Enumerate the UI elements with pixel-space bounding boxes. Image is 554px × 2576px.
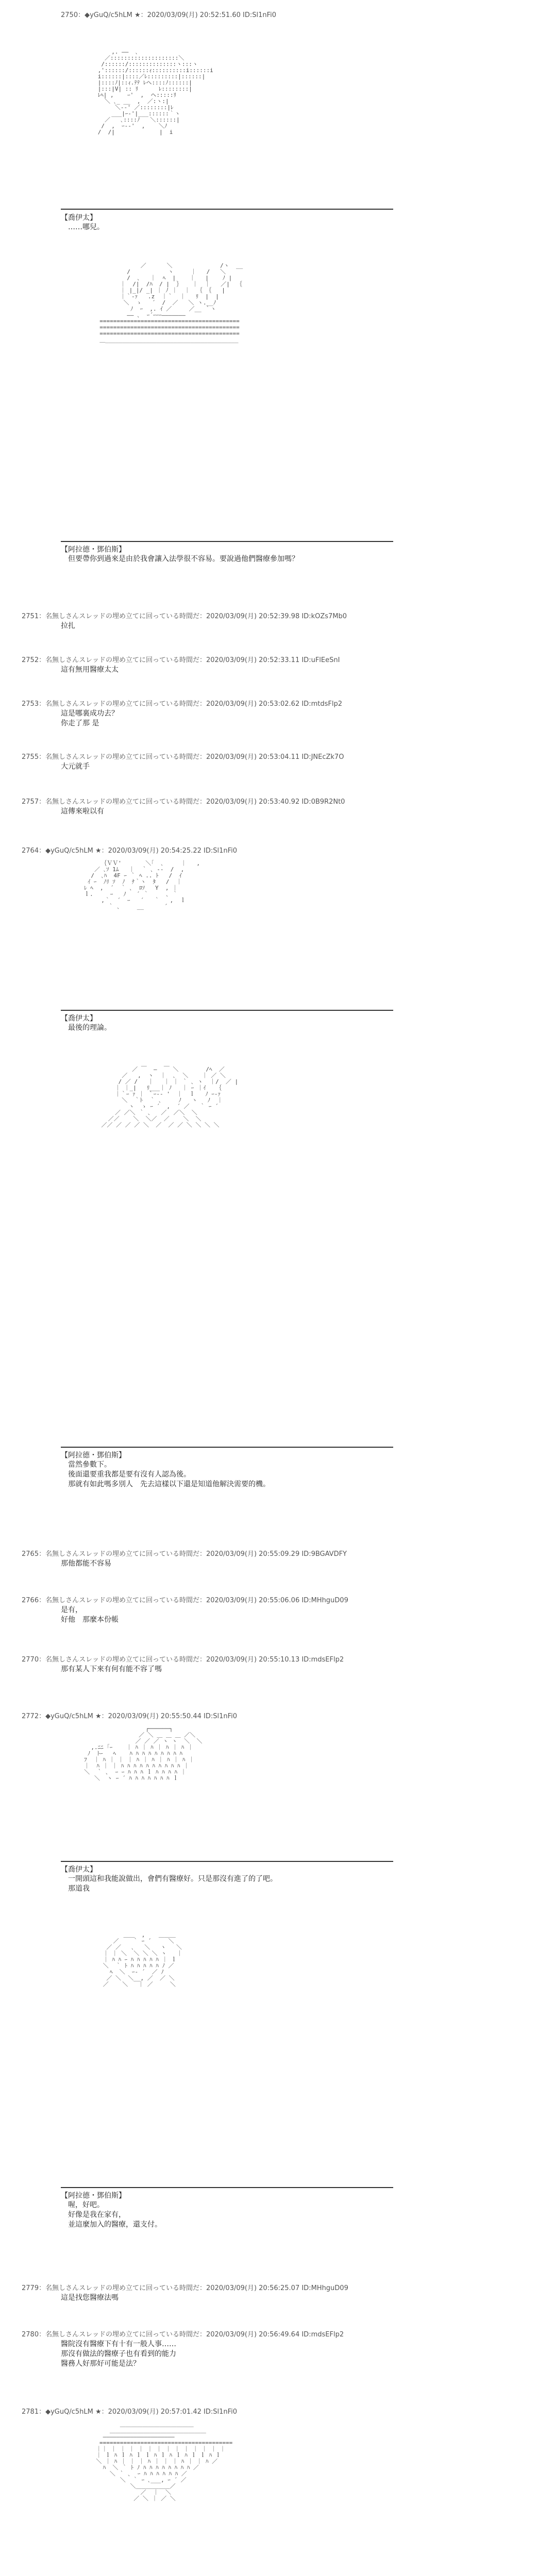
dialogue-line: 最後的理論。 (61, 1024, 111, 1032)
reply-header: 2753：名無しさんスレッドの埋め立てに回っている時間だ：2020/03/09(月) 20:53:02.62 ID:mtdsFlp2 (22, 700, 342, 708)
ascii-art-character: ／ ＼ /ヽ __ / ヽ ｜ / ＼ / ､ ｜ ﾍ | ｜ | ﾉ | ｜ /| /ﾊ / | ｝ ｜ ｜ ／| ｛ ｜ |_|/ _| ｜ ﾉ ｜ ｜ ｛ ｛ | ｜｀‐ｧ .z ｜｀ ｜ ﾘ | | ＼ ゝ ´ / ／ ＼ ヽ.__ﾉ ﾉ ｰ ,. ｲ ／ ／__ ｀ヽ ―― ､ ｰ´ｰｰｰ――――――― ========================================= ========================================= ========================================= ＿_______________________________________ (99, 262, 243, 343)
reply-header: 2752：名無しさんスレッドの埋め立てに回っている時間だ：2020/03/09(月) 20:52:33.11 ID:uFlEeSnI (22, 656, 340, 664)
speaker-divider (61, 209, 393, 210)
ascii-art-character: ＿＿＿＿＿＿＿＿＿＿＿＿＿ ＿＿＿＿＿＿＿＿＿＿＿＿＿＿＿＿＿ ――――――――――――――――――――― ======================================= ｜｜ ｜ ｜ ｜ ｜ ｜ ｜ ｜ ｜ ｜ ｜ ｜ ｜ ｜ ｜ ｌ ﾊ ｌ ﾊ ｌ ｌ ﾊ ｌ ﾊ ｌ ﾊ ｌ ｌ ﾊ ｌ ＼ ｜ ﾊ ｜ ｜ ｜ ﾊ ｜ ｜ ｜ ﾊ ｜ ｜ ﾊ ／ ﾊ ＼ ｀ ﾄ ﾉ ﾊ ﾊ ﾊ ﾊ ﾊ ﾊ ﾊ ﾊ ／ ＼ ｀ ､ ｰ ﾊ ﾊ ﾊ ﾊ ﾊ ﾊ ／ ＼ ｀ ｰ ､___, ｰ ´ ／ ＼＿＿＿＿＿＿／ ／ ｜ ＼ ／ ＼ ｜ ／ ＼ (96, 2421, 233, 2502)
speaker-divider (61, 1861, 393, 1862)
post-header: 2781：◆yGuQ/c5hLM ★：2020/03/09(月) 20:57:01.42 ID:Sl1nFi0 (22, 2408, 238, 2416)
reply-body: 那有某人下來有何有能不容了嗎 (61, 1665, 162, 1673)
ascii-art-character: ＿＿ , ＿＿＿ ／ ｀ ｰ ´ ＼ ／ ／ ､ ＼ ヽ ＼ ｜ ｜ ＼ ＼ ＼ ＼ ヽ ｜ ｜ ﾊ ﾊ ｰ ﾊ ﾊ ﾊ ﾊ ﾊ ｜ ｌ ＼ ｀ ﾄ ﾊ ﾊ ﾊ ﾊ ﾊ ﾉ ／ ﾍ ＼ ｰ‐ ´ ／ ﾉ ／ ＼ ＼__, ／ ／ ＼ ／ ＼ ｜ ／ ＼ (103, 1931, 182, 1988)
reply-body: 這有無用醫療太太 (61, 666, 119, 674)
speaker-label: 【喬伊太】 (61, 1014, 97, 1023)
speaker-divider (61, 1010, 393, 1011)
speaker-divider (61, 2187, 393, 2188)
ascii-art-character: ／ ￣ ― ￣ ＼ /ﾍ ／ ／ , ヽ ｜ ､ ＼ ｜ ／ ＼ / ／ / ｜ ｜ ｜ ｀ ､ ヽ ｜/ ／ | ｜ ｜_| ﾘ___｜ ﾉ ｜ ｰ ｜ｲ ｛ ｜｀ｰ ｧ ｜ ｀ｰ-‐ ' ｜ ｌ ﾉ ｰ-ｧ ＼ ｀ﾄ ｀ ､ ﾉ ヽ ﾉ ｜ ヽ ゝ ｰ ´ , ´ ／ ｀ ｰ ´ ／ ／＼ ｀ ､ ／ ／＼ ＼ ／／ ＼ ＼／ ／ ＼ ＼ ／／ ／ ／ ／ ＼ ／ ／ ／ ＼ ＼ ＼ ＼ (101, 1066, 239, 1128)
dialogue-line: 當然參數下。 後面還要重我都是要有沒有人認為後。 那就有如此嗎多別人 先去這樣以下還是知道他解決需要的機。 (68, 1461, 270, 1488)
reply-body: 這是找您醫療法嗎 (61, 2294, 119, 2302)
post-header: 2772：◆yGuQ/c5hLM ★：2020/03/09(月) 20:55:50.44 ID:Sl1nFi0 (22, 1713, 238, 1720)
ascii-art-character: ,. ―― ､ ／::::::::::::::::::::＼ /::::::/::::::::::::::ヽ:::ヽ ,'::::::/::::::ｨ::::::::::i::::::i i::::::|::::／ﾚ:::::::::|::::::| |::::ﾉ|::ｨ.ﾃﾃ ﾚヘ::::ﾉ::::::| |:::|V| :: ﾘ ﾚ::::::::| ﾚﾍ| , ｰ' , ヘ:::::ﾘ ＼ ､_ __ , ／:ヽ:| ＼-‐' ／::::::::|ﾚ ___|ｰ‐'|___::::::｀ヽ ／ ､::::ﾉ ＼::::::| / , ｰ-‐' , ＼ﾉ / /| | i (97, 48, 213, 135)
speaker-label: 【阿拉德・鄧伯斯】 (61, 546, 126, 554)
dialogue-line: ……哪兒。 (61, 223, 104, 231)
reply-header: 2765：名無しさんスレッドの埋め立てに回っている時間だ：2020/03/09(月) 20:55:09.29 ID:9BGAVDFY (22, 1550, 347, 1558)
reply-header: 2757：名無しさんスレッドの埋め立てに回っている時間だ：2020/03/09(月) 20:53:40.92 ID:0B9R2Nt0 (22, 798, 345, 806)
dialogue-line: 但要帶你到過來是由於我會讓入法學很不容易。要說過他們醫療參加嗎？ (61, 555, 299, 563)
reply-header: 2780：名無しさんスレッドの埋め立てに回っている時間だ：2020/03/09(月) 20:56:49.64 ID:mdsEFlp2 (22, 2331, 344, 2338)
reply-body: 這是哪裏成功去？ 你走了那 是 (61, 709, 119, 727)
reply-header: 2755：名無しさんスレッドの埋め立てに回っている時間だ：2020/03/09(月) 20:53:04.11 ID:JNEcZk7O (22, 753, 344, 761)
post-header: 2764：◆yGuQ/c5hLM ★：2020/03/09(月) 20:54:25.22 ID:Sl1nFi0 (22, 847, 238, 855)
reply-body: 這傳來啦以有 (61, 807, 104, 816)
reply-body: 大元就手 (61, 762, 90, 771)
speaker-divider (61, 541, 393, 542)
reply-header: 2770：名無しさんスレッドの埋め立てに回っている時間だ：2020/03/09(月) 20:55:10.13 ID:mdsEFlp2 (22, 1656, 344, 1664)
reply-header: 2751：名無しさんスレッドの埋め立てに回っている時間だ：2020/03/09(月) 20:52:39.98 ID:kOZs7Mb0 (22, 613, 347, 620)
dialogue-line: 喔，好吧。 好像是我在家有， 並這麼加入的醫療，還支付。 (68, 2201, 162, 2229)
reply-body: 拉扎 (61, 622, 75, 630)
ascii-art-character: ｛ＶＶ' ＼｢ ､ ｜ , ／ ､ｿ 1ﾑ ｜ ｀ ､ ‐- / , / ､ﾊ 4F ｰ ｀ ﾍ .. ﾄ / ｲ ｲ ｰ ﾉﾘ ｿ ﾉ ﾅ｀ヽ ﾀ / ｜ ﾚ ﾍ , ´ ｀ ､ ﾛｿ Y , ｜ ｌ. ｰ ﾉ ´ ｀ ､ ｀ ,｀ ´ ｰ ´ ｀ , ｌ ｀ ､ __ ´ (84, 860, 200, 910)
speaker-label: 【喬伊太】 (61, 1866, 97, 1874)
reply-body: 是有， 好他 那麼本份帳 (61, 1606, 119, 1624)
dialogue-line: 一開頭這和我能說做出，會們有醫療好。只是那沒有進了的了吧。 那道我 (68, 1875, 277, 1893)
ascii-art-character: ┌──────┐ ／ ＼ ＿ ＿ ＿ ／＼ ／ ／ ／ ヽ ヽ ＼ ＼ ,.ﾆﾆ ｢ｰ ｜ ﾊ ｜ ﾊ ｜ ﾊ ｜ ﾊ ｜ ﾉ ﾄｰ ﾍ ﾊ ﾊ ﾊ ﾊ ﾊ ﾊ ﾊ ﾊ ﾊ ﾌ ｜ ﾊ ｜ ｜ ｜ ﾊ ｜ ﾊ ｜ ﾊ ｜ ﾊ ｜ ｜ ﾊ ｜ ｜ ﾊ ﾊ ﾊ ﾊ ﾊ ﾊ ﾊ ﾊ ﾊ ﾊ ｜ ＼ ｀ ､ ｰ ｰ ﾊ ﾊ ﾊ ｌ ﾊ ﾊ ﾊ ﾊ ｜ ＼ ヽ ｰ ´ ﾊ ﾊ ﾊ ﾊ ﾊ ﾊ ﾊ ｌ (84, 1725, 203, 1782)
reply-header: 2779：名無しさんスレッドの埋め立てに回っている時間だ：2020/03/09(月) 20:56:25.07 ID:MHhguD09 (22, 2284, 348, 2292)
speaker-label: 【阿拉德・鄧伯斯】 (61, 2192, 126, 2200)
reply-body: 醫院沒有醫療下有十有一般人事…… 那沒有做法的醫療子也有看到的能力 醫務人好那好可能是法？ (61, 2340, 176, 2368)
post-header: 2750：◆yGuQ/c5hLM ★：2020/03/09(月) 20:52:51.60 ID:Sl1nFi0 (61, 11, 277, 19)
reply-header: 2766：名無しさんスレッドの埋め立てに回っている時間だ：2020/03/09(月) 20:55:06.06 ID:MHhguD09 (22, 1597, 348, 1604)
speaker-label: 【阿拉德・鄧伯斯】 (61, 1451, 126, 1460)
speaker-divider (61, 1447, 393, 1448)
speaker-label: 【喬伊太】 (61, 214, 97, 222)
reply-body: 那他都能不容易 (61, 1560, 111, 1568)
